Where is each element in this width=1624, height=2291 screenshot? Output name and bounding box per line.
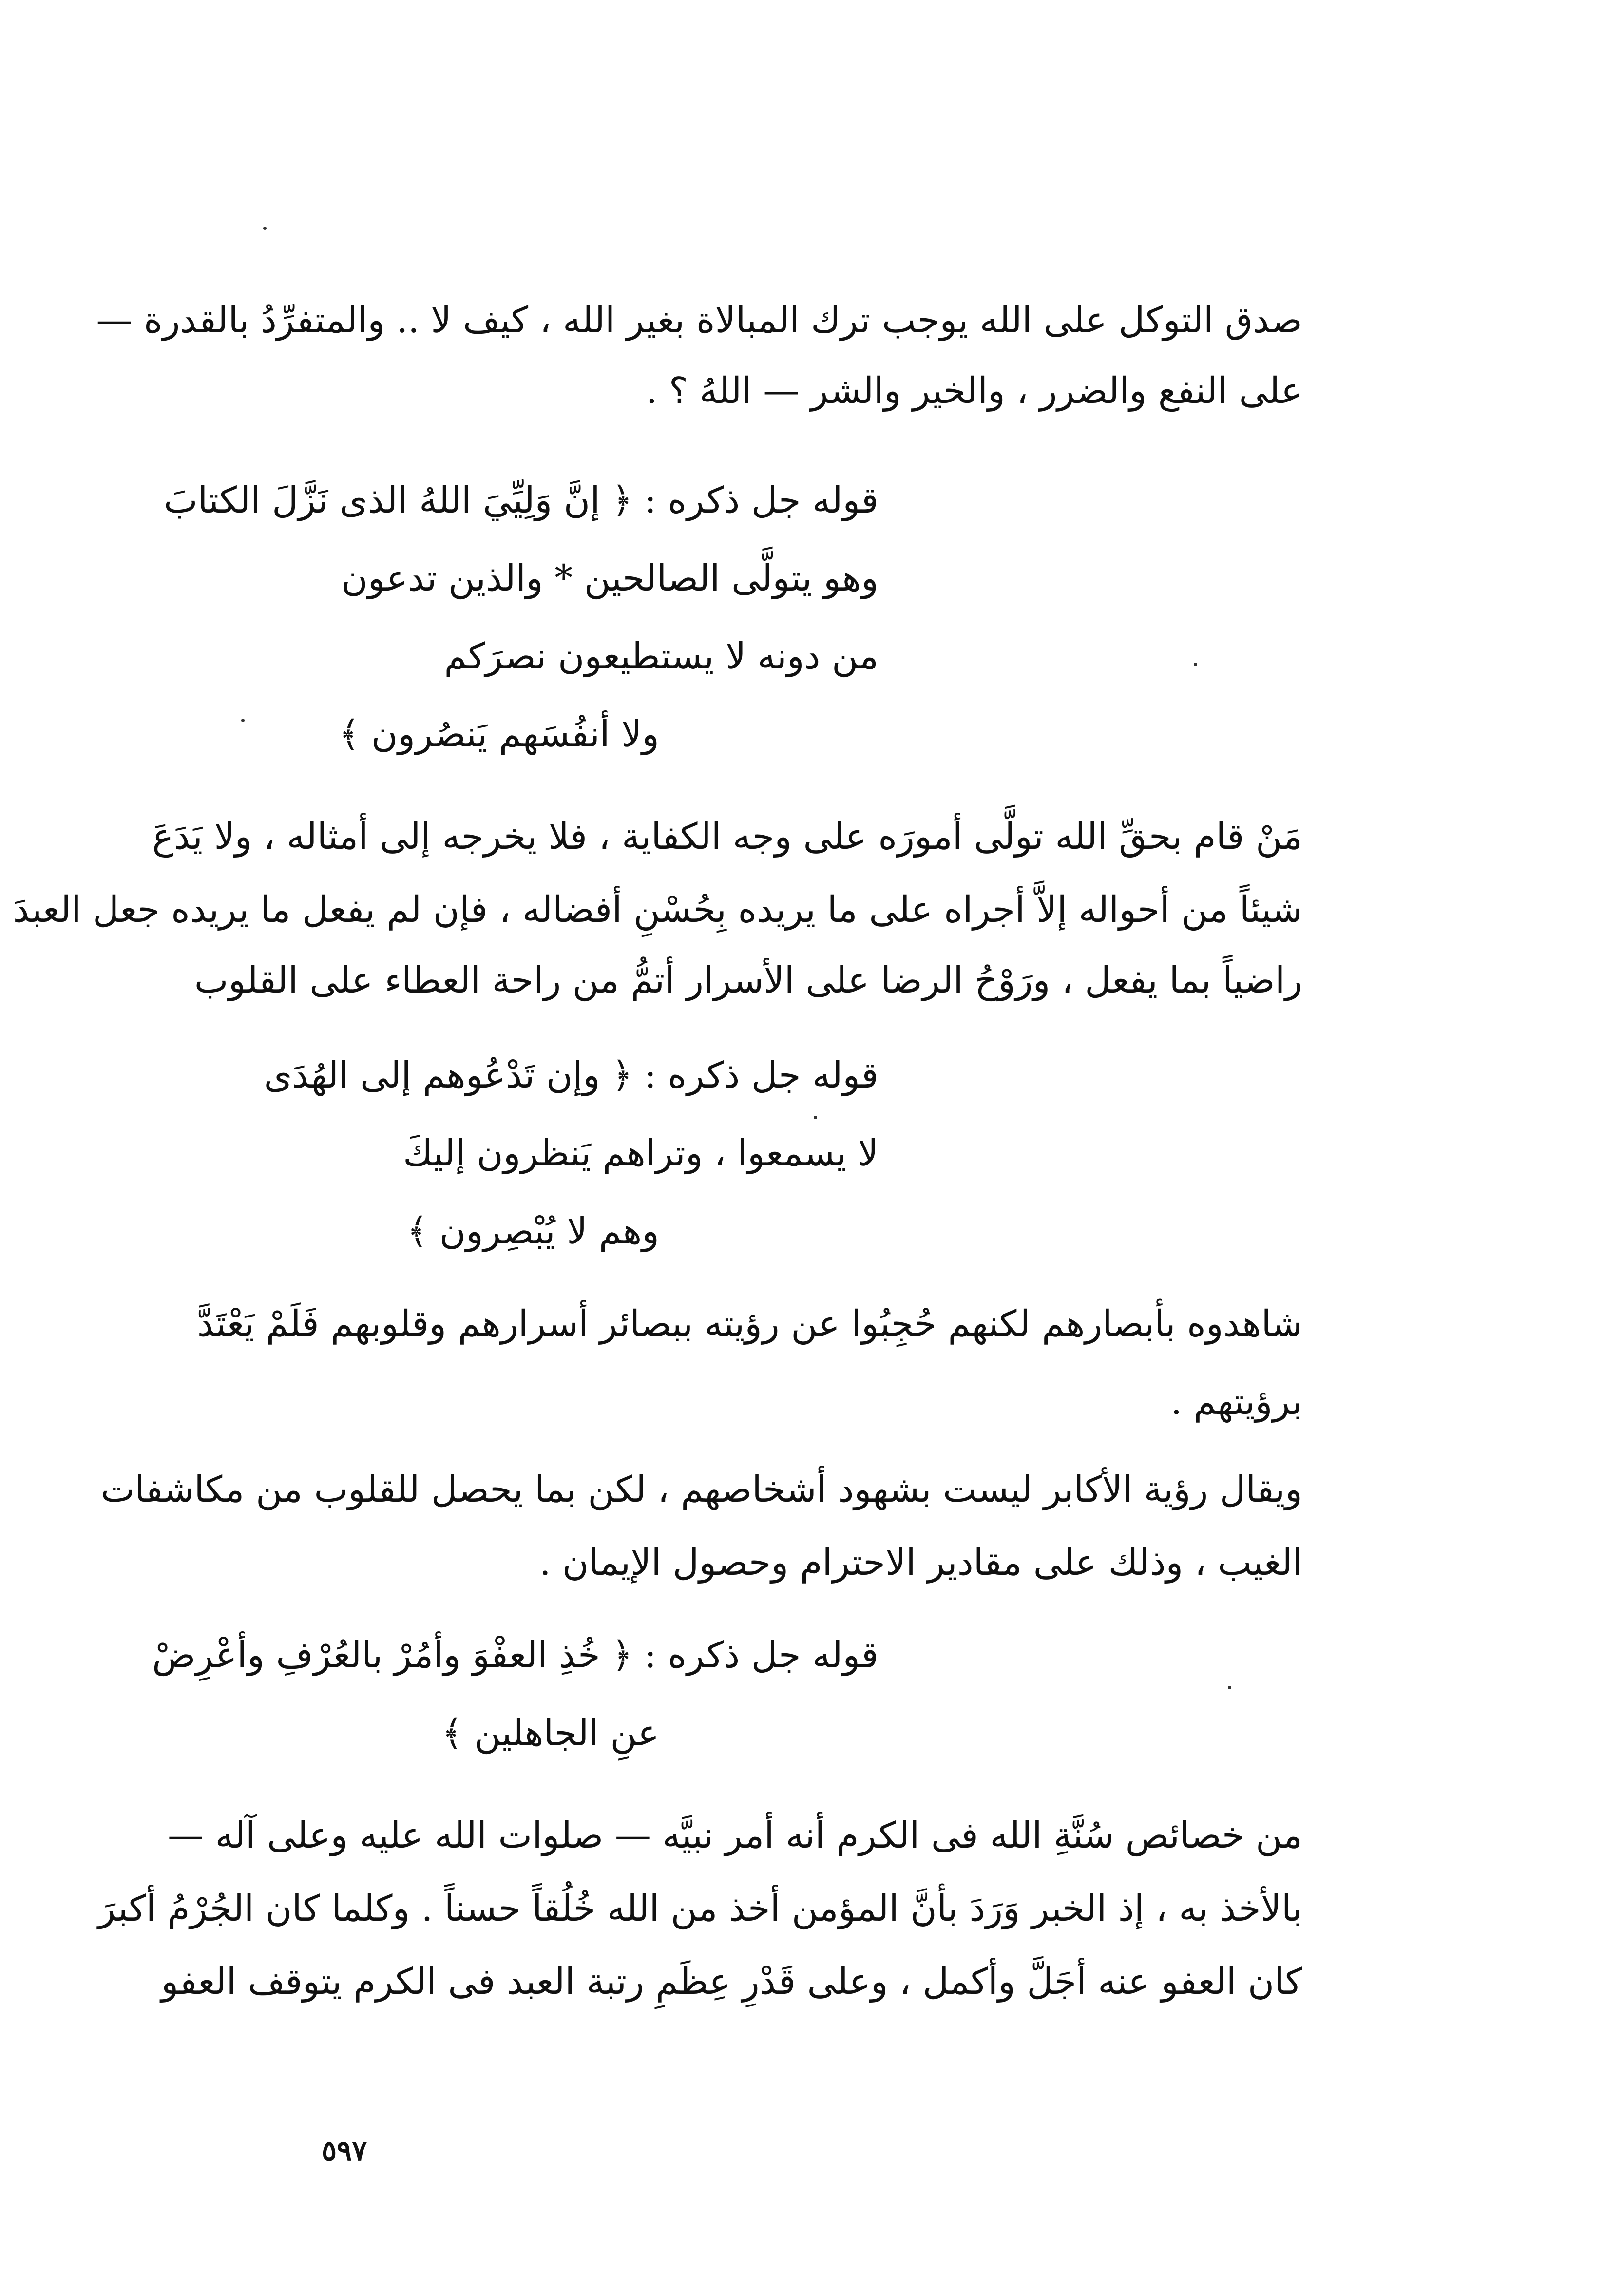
text-line: برؤيتهم . [1170,1381,1302,1423]
text-line: كان العفو عنه أجَلَّ وأكمل ، وعلى قَدْرِ عِظَمِ رتبة العبد فى الكرم يتوقف العفو [161,1961,1302,2003]
text-line: بالأخذ به ، إذ الخبر وَرَدَ بأنَّ المؤمن أخذ من الله خُلُقاً حسناً . وكلما كان الجُرْمُ أكبرَ [98,1888,1302,1929]
scan-speck [1228,1686,1231,1689]
text-line: شيئاً من أحواله إلاَّ أجراه على ما يريده بِحُسْنِ أفضاله ، فإن لم يفعل ما يريده جعل العبدَ [13,889,1302,931]
text-line: صدق التوكل على الله يوجب ترك المبالاة بغير الله ، كيف لا .. والمتفرِّدُ بالقدرة — [96,299,1302,341]
text-line: على النفع والضرر ، والخير والشر — اللهُ ؟ . [646,370,1302,412]
quran-verse-line: وهو يتولَّى الصالحين * والذين تدعون [341,557,879,599]
text-line: شاهدوه بأبصارهم لكنهم حُجِبُوا عن رؤيته ببصائر أسرارهم وقلوبهم فَلَمْ يَعْتَدَّ [197,1303,1302,1345]
quran-verse-line: قوله جل ذكره : ﴿ إنَّ وَلِيِّيَ اللهُ الذى نَزَّلَ الكتابَ [164,479,879,521]
scan-speck [263,227,267,230]
quran-verse-line: قوله جل ذكره : ﴿ وإن تَدْعُوهم إلى الهُدَى [264,1054,879,1096]
scan-speck [1194,663,1197,666]
quran-verse-line: وهم لا يُبْصِرون ﴾ [406,1210,659,1252]
scan-speck [241,719,245,722]
quran-verse-line: من دونه لا يستطيعون نصرَكم [444,635,879,677]
scan-speck [814,1116,817,1119]
quran-verse-line: قوله جل ذكره : ﴿ خُذِ العفْوَ وأمُرْ بالعُرْفِ وأعْرِضْ [152,1634,879,1676]
quran-verse-line: عنِ الجاهلين ﴾ [441,1712,659,1754]
quran-verse-line: لا يسمعوا ، وتراهم يَنظرون إليكَ [403,1132,879,1174]
quran-verse-line: ولا أنفُسَهم يَنصُرون ﴾ [339,713,659,755]
text-line: ويقال رؤية الأكابر ليست بشهود أشخاصهم ، لكن بما يحصل للقلوب من مكاشفات [100,1469,1302,1510]
text-line: من خصائص سُنَّةِ الله فى الكرم أنه أمر نبيَّه — صلوات الله عليه وعلى آله — [168,1814,1302,1856]
page-number: ٥٩٧ [322,2134,367,2167]
text-line: راضياً بما يفعل ، ورَوْحُ الرضا على الأسرار أتمُّ من راحة العطاء على القلوب [194,959,1302,1001]
text-line: الغيب ، وذلك على مقادير الاحترام وحصول الإيمان . [539,1542,1302,1584]
text-line: مَنْ قام بحقِّ الله تولَّى أمورَه على وجه الكفاية ، فلا يخرجه إلى أمثاله ، ولا يَدَعَ [152,816,1302,858]
